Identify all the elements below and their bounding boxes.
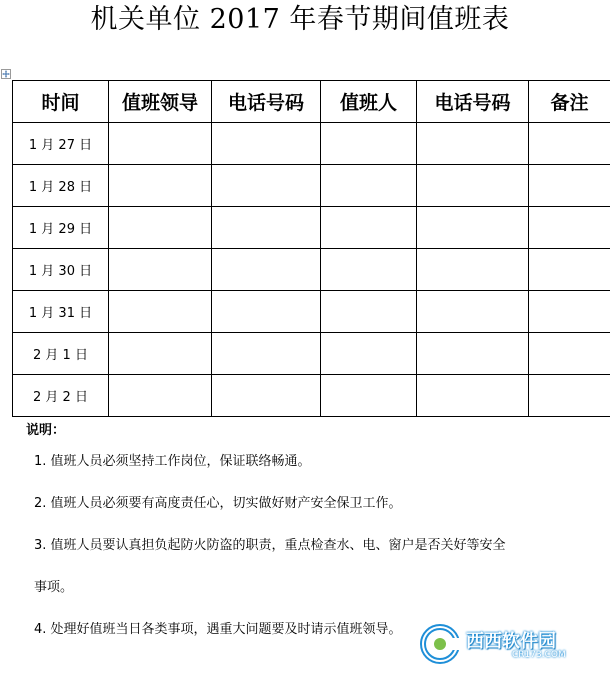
duty-leader-cell[interactable]: [109, 249, 212, 291]
header-leader-phone: 电话号码: [212, 81, 321, 123]
person-phone-cell[interactable]: [417, 291, 529, 333]
date-cell: 1 月 27 日: [13, 123, 109, 165]
duty-leader-cell[interactable]: [109, 207, 212, 249]
header-time: 时间: [13, 81, 109, 123]
leader-phone-cell[interactable]: [212, 123, 321, 165]
notes-title: 说明：: [26, 423, 66, 438]
duty-person-cell[interactable]: [321, 291, 417, 333]
table-row: [13, 333, 610, 375]
remarks-cell[interactable]: [529, 333, 610, 375]
table-row: [13, 123, 610, 165]
note-item-continuation: 事项。: [34, 580, 74, 595]
duty-leader-cell[interactable]: [109, 333, 212, 375]
person-phone-cell[interactable]: [417, 249, 529, 291]
duty-person-cell[interactable]: [321, 375, 417, 417]
duty-leader-cell[interactable]: [109, 123, 212, 165]
leader-phone-cell[interactable]: [212, 291, 321, 333]
note-item: 1. 值班人员必须坚持工作岗位，保证联络畅通。: [34, 454, 311, 469]
leader-phone-cell[interactable]: [212, 375, 321, 417]
leader-phone-cell[interactable]: [212, 165, 321, 207]
duty-leader-cell[interactable]: [109, 165, 212, 207]
person-phone-cell[interactable]: [417, 333, 529, 375]
table-row: [13, 207, 610, 249]
date-cell: 1 月 28 日: [13, 165, 109, 207]
table-row: [13, 375, 610, 417]
duty-person-cell[interactable]: [321, 333, 417, 375]
duty-person-cell[interactable]: [321, 249, 417, 291]
remarks-cell[interactable]: [529, 207, 610, 249]
table-row: [13, 249, 610, 291]
date-cell: 1 月 31 日: [13, 291, 109, 333]
remarks-cell[interactable]: [529, 165, 610, 207]
note-item: 3. 值班人员要认真担负起防火防盗的职责，重点检查水、电、窗户是否关好等安全: [34, 538, 506, 553]
remarks-cell[interactable]: [529, 123, 610, 165]
table-row: [13, 165, 610, 207]
person-phone-cell[interactable]: [417, 375, 529, 417]
leader-phone-cell[interactable]: [212, 207, 321, 249]
remarks-cell[interactable]: [529, 291, 610, 333]
date-cell: 2 月 1 日: [13, 333, 109, 375]
header-duty-leader: 值班领导: [109, 81, 212, 123]
duty-person-cell[interactable]: [321, 123, 417, 165]
watermark-domain: CR173.COM: [512, 650, 566, 660]
duty-schedule-table: [12, 80, 610, 417]
leader-phone-cell[interactable]: [212, 249, 321, 291]
person-phone-cell[interactable]: [417, 123, 529, 165]
remarks-cell[interactable]: [529, 249, 610, 291]
table-header-row: [13, 81, 610, 123]
duty-person-cell[interactable]: [321, 165, 417, 207]
remarks-cell[interactable]: [529, 375, 610, 417]
person-phone-cell[interactable]: [417, 207, 529, 249]
person-phone-cell[interactable]: [417, 165, 529, 207]
header-remarks: 备注: [529, 81, 610, 123]
date-cell: 1 月 29 日: [13, 207, 109, 249]
watermark-text: 西西软件园: [466, 631, 556, 652]
duty-person-cell[interactable]: [321, 207, 417, 249]
table-move-handle-icon[interactable]: [1, 69, 11, 79]
leader-phone-cell[interactable]: [212, 333, 321, 375]
note-item: 4. 处理好值班当日各类事项，遇重大问题要及时请示值班领导。: [34, 622, 402, 637]
date-cell: 2 月 2 日: [13, 375, 109, 417]
site-watermark: [420, 624, 590, 664]
duty-leader-cell[interactable]: [109, 375, 212, 417]
document-title: 机关单位 2017 年春节期间值班表: [90, 4, 510, 35]
header-person-phone: 电话号码: [417, 81, 529, 123]
table-row: [13, 291, 610, 333]
watermark-logo-icon: [420, 624, 464, 664]
note-item: 2. 值班人员必须要有高度责任心，切实做好财产安全保卫工作。: [34, 496, 402, 511]
header-duty-person: 值班人: [321, 81, 417, 123]
duty-leader-cell[interactable]: [109, 291, 212, 333]
date-cell: 1 月 30 日: [13, 249, 109, 291]
notes-section: [26, 420, 596, 637]
